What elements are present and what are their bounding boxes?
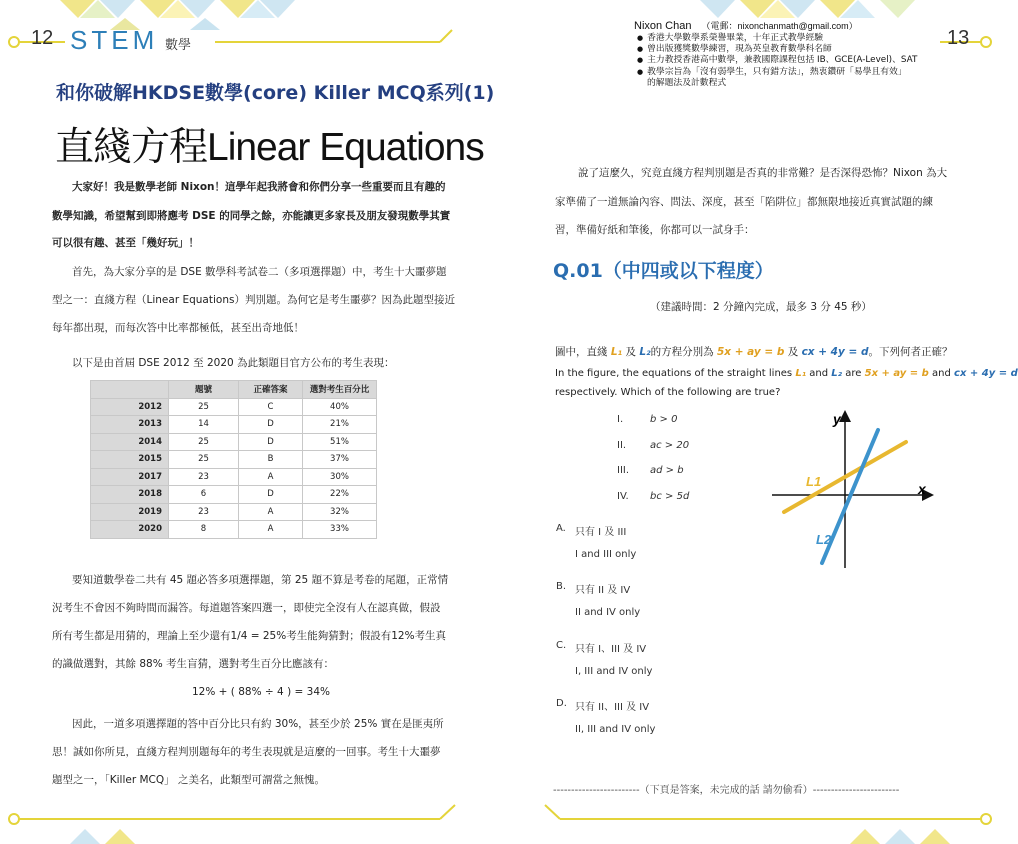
statement-text: b > 0 (650, 414, 678, 425)
article-title: 直綫方程Linear Equations (55, 126, 484, 169)
subject-label: 數學 (165, 38, 192, 53)
table-header-row (91, 381, 377, 399)
option-a-zh[interactable]: 只有 I 及 III (575, 527, 627, 538)
series-title: 和你破解HKDSE數學(core) Killer MCQ系列(1) (56, 82, 495, 104)
table-cell: 2020 (91, 521, 169, 539)
statement-num: III. (617, 465, 630, 476)
table-cell: 23 (169, 503, 239, 521)
formula: 12% + ( 88% ÷ 4 ) = 34% (192, 686, 330, 698)
option-d-zh[interactable]: 只有 II、III 及 IV (575, 702, 650, 713)
table-cell: 2017 (91, 468, 169, 486)
option-c-en[interactable]: I, III and IV only (575, 666, 653, 677)
table-row (91, 486, 377, 504)
footer-note: ------------------------（下頁是答案，未完成的話 請勿偷看）------------------------ (553, 785, 900, 796)
p3-line1: 要知道數學卷二共有 45 題必答多項選擇題，第 25 題不算是考卷的尾題，正常情 (72, 574, 449, 586)
table-cell: 2015 (91, 451, 169, 469)
table-header: 題號 (169, 381, 239, 399)
table-row (91, 503, 377, 521)
table-cell: 14 (169, 416, 239, 434)
table-row (91, 398, 377, 416)
table-header: 正確答案 (239, 381, 303, 399)
table-cell: 2019 (91, 503, 169, 521)
statement-num: IV. (617, 491, 629, 502)
p4-line1: 因此，一道多項選擇題的答中百分比只有約 30%，甚至少於 25% 實在是匪夷所 (72, 718, 444, 730)
bullet-item: ● 香港大學數學系榮譽畢業，十年正式教學經驗 (637, 33, 917, 44)
table-row (91, 451, 377, 469)
table-cell: A (239, 521, 303, 539)
bullet-item: ● 教學宗旨為「沒有弱學生，只有錯方法」，熱衷鑽研「易學且有效」 (637, 67, 917, 78)
author-info (634, 19, 858, 32)
question-en-line2: respectively. Which of the following are true? (555, 387, 781, 398)
table-header: 選對考生百分比 (303, 381, 377, 399)
author-email: （電郵：nixonchanmath@gmail.com） (701, 21, 858, 31)
table-cell: D (239, 416, 303, 434)
table-cell: 8 (169, 521, 239, 539)
option-b-en[interactable]: II and IV only (575, 607, 641, 618)
table-intro: 以下是由首屆 DSE 2012 至 2020 為此類題目官方公布的考生表現： (72, 357, 395, 369)
p3-line4: 的識做選對，其餘 88% 考生盲猜，選對考生百分比應該有： (52, 658, 335, 670)
table-cell: 2014 (91, 433, 169, 451)
intro-p2-line2: 型之一：直綫方程（Linear Equations）判別題。為何它是考生噩夢？因為此題型接近 (52, 294, 455, 306)
l1-label: L1 (806, 474, 822, 489)
table-cell: C (239, 398, 303, 416)
table-header (91, 381, 169, 399)
table-cell: 40% (303, 398, 377, 416)
statement-text: ac > 20 (650, 440, 690, 451)
option-c-zh[interactable]: 只有 I、III 及 IV (575, 644, 647, 655)
right-intro-line3: 習，準備好紙和筆後，你都可以一試身手： (555, 224, 755, 236)
l2-label: L2 (816, 532, 832, 547)
table-cell: 22% (303, 486, 377, 504)
statement-text: bc > 5d (650, 491, 690, 502)
table-cell: 37% (303, 451, 377, 469)
bullet-item-continued: 的解題法及計數程式 (647, 77, 727, 88)
author-bullets (637, 33, 917, 89)
table-cell: D (239, 433, 303, 451)
bullet-item: ● 主力教授香港高中數學，兼教國際課程包括 IB、GCE(A-Level)、SAT (637, 55, 917, 66)
table-cell: 25 (169, 433, 239, 451)
p4-line3: 題型之一，「Killer MCQ」 之美名，此類型可謂當之無愧。 (52, 774, 325, 786)
results-table (90, 380, 377, 539)
option-b-zh[interactable]: 只有 II 及 IV (575, 585, 631, 596)
table-row (91, 416, 377, 434)
table-cell: A (239, 468, 303, 486)
time-hint: （建議時間：2 分鐘內完成，最多 3 分 45 秒） (650, 301, 872, 313)
option-letter[interactable]: D. (556, 698, 567, 709)
intro-p1-line1: 大家好！我是數學老師 Nixon！這學年起我將會和你們分享一些重要而且有趣的 (72, 181, 446, 193)
statement-num: I. (617, 414, 624, 425)
page-number-left: 12 (31, 27, 54, 49)
p3-line3: 所有考生都是用猜的，理論上至少還有1/4 = 25%考生能夠猜對；假設有12%考生真 (52, 630, 447, 642)
table-cell: 2018 (91, 486, 169, 504)
table-cell: 25 (169, 398, 239, 416)
line-graph (770, 408, 940, 573)
option-letter[interactable]: A. (556, 523, 566, 534)
right-intro-line2: 家準備了一道無論內容、問法、深度，甚至「陷阱位」都無限地接近真實試題的練 (555, 196, 933, 208)
intro-p2-line1: 首先，為大家分享的是 DSE 數學科考試卷二（多項選擇題）中，考生十大噩夢題 (72, 266, 447, 278)
option-letter[interactable]: B. (556, 581, 567, 592)
option-d-en[interactable]: II, III and IV only (575, 724, 656, 735)
author-name: Nixon Chan (634, 20, 692, 32)
statement-num: II. (617, 440, 627, 451)
question-zh: 圖中，直綫 L₁ 及 L₂的方程分別為 5x + ay = b 及 cx + 4y = d。下列何者正確？ (555, 346, 953, 358)
table-cell: 23 (169, 468, 239, 486)
y-axis-label: y (833, 411, 841, 427)
option-letter[interactable]: C. (556, 640, 567, 651)
p4-line2: 思！誠如你所見，直綫方程判別題每年的考生表現就是這麼的一回事。考生十大噩夢 (52, 746, 441, 758)
table-cell: 21% (303, 416, 377, 434)
table-cell: B (239, 451, 303, 469)
table-cell: 33% (303, 521, 377, 539)
intro-p2-line3: 每年都出現，而每次答中比率都極低，甚至出奇地低！ (52, 322, 304, 334)
table-cell: 32% (303, 503, 377, 521)
table-cell: 2013 (91, 416, 169, 434)
statement-text: ad > b (650, 465, 684, 476)
question-en-line1: In the figure, the equations of the straight lines L₁ and L₂ are 5x + ay = b and cx + 4y = d (555, 368, 1018, 379)
bullet-item: ● 曾出版獲獎數學練習，現為英皇教育數學科名師 (637, 44, 917, 55)
footer-decoration (0, 805, 1000, 844)
table-cell: 2012 (91, 398, 169, 416)
p3-line2: 況考生不會因不夠時間而漏答。每道題答案四選一，即使完全沒有人在認真做，假設 (52, 602, 441, 614)
page-number-right: 13 (947, 27, 970, 49)
table-cell: 51% (303, 433, 377, 451)
right-intro-line1: 說了這麼久，究竟直綫方程判別題是否真的非常難？是否深得恐怖？Nixon 為大 (578, 167, 948, 179)
table-row (91, 433, 377, 451)
table-row (91, 468, 377, 486)
intro-p1-line2: 數學知識，希望幫到即將應考 DSE 的同學之餘，亦能讓更多家長及朋友發現數學其實 (52, 210, 451, 222)
triangle-pattern-right (700, 0, 915, 18)
question-title: Q.01（中四或以下程度） (553, 260, 774, 282)
triangle-pattern-bottom (70, 829, 950, 844)
option-a-en[interactable]: I and III only (575, 549, 637, 560)
table-row (91, 521, 377, 539)
x-axis-label: x (918, 481, 926, 497)
intro-p1-line3: 可以很有趣、甚至「幾好玩」！ (52, 237, 199, 249)
table-cell: A (239, 503, 303, 521)
table-cell: D (239, 486, 303, 504)
table-cell: 6 (169, 486, 239, 504)
section-label: STEM (70, 25, 159, 55)
table-cell: 25 (169, 451, 239, 469)
table-cell: 30% (303, 468, 377, 486)
